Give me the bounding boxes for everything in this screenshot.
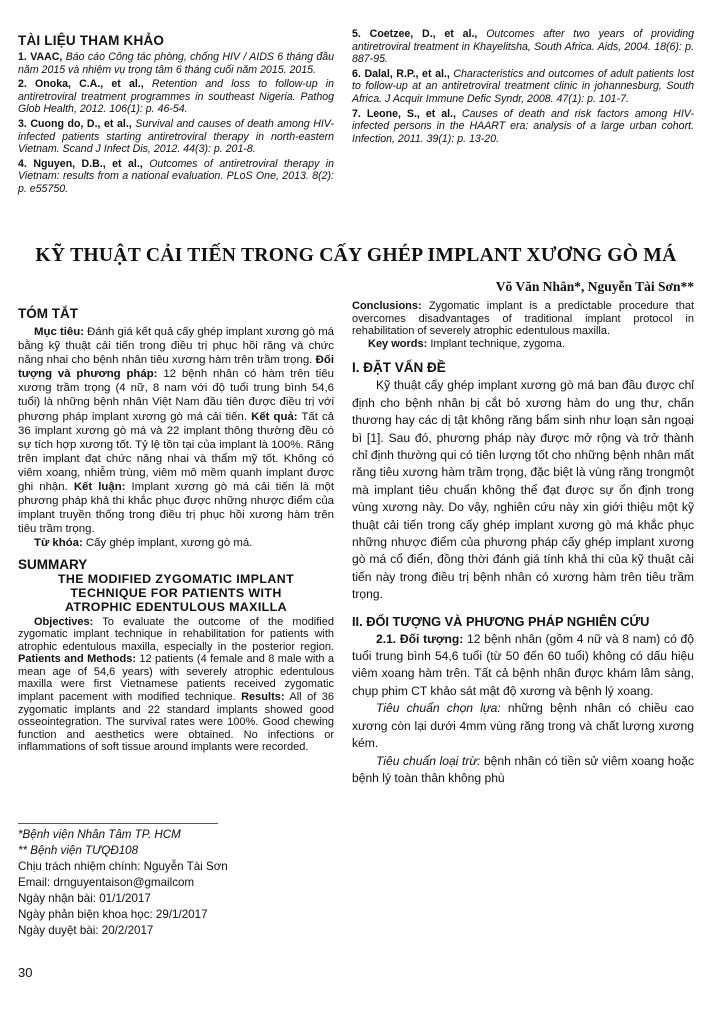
section-2-heading: II. ĐỐI TƯỢNG VÀ PHƯƠNG PHÁP NGHIÊN CỨU [352,613,650,629]
right-column [352,300,694,787]
reference-item: 1. VAAC, Báo cáo Công tác phòng, chống HIV / AIDS 6 tháng đầu năm 2015 và nhiệm vụ trọng tâm 6 tháng cuối năm 2015. 2015. [18,51,334,76]
reference-item: 7. Leone, S., et al., Causes of death and risk factors among HIV-infected persons in the HAART era: analysis of a large urban cohort. Infection, 2011. 39(1): p. 13-20. [352,107,694,145]
footnote-line: Email: drnguyentaison@gmailcom [18,876,195,889]
section-2-exclusion: Tiêu chuẩn loại trừ: bệnh nhân có tiền sử viêm xoang hoặc bệnh lý toàn thân không phù [352,753,694,785]
footnote-line: Chịu trách nhiệm chính: Nguyễn Tài Sơn [18,860,228,873]
reference-item: 2. Onoka, C.A., et al., Retention and loss to follow-up in antiretroviral treatment programmes in southeast Nigeria. Pathog Glob Health, 2012. 106(1): p. 46-54. [18,78,334,116]
footnote-line: Ngày phản biện khoa học: 29/1/2017 [18,908,208,921]
article-title: KỸ THUẬT CẢI TIẾN TRONG CẤY GHÉP IMPLANT XƯƠNG GÒ MÁ [35,245,677,266]
left-column [18,306,334,754]
references-heading: TÀI LIỆU THAM KHẢO [18,33,165,48]
reference-item: 3. Cuong do, D., et al., Survival and causes of death among HIV-infected patients starting antiretroviral therapy in north-eastern Vietnam. Scand J Infect Dis, 2012. 44(3): p. 201-8. [18,117,334,156]
abstract-body: Mục tiêu: Đánh giá kết quả cấy ghép implant xương gò má bằng kỹ thuật cải tiến trong điều trị phục hồi răng và chức năng nhai cho bệnh nhân tiêu xương hàm trên trầm trọng. Đối tượng và phương pháp: 12 bệnh nhân có hàm trên tiêu xương trầm trọng (4 nữ, 8 nam với độ tuổi trung bình 54,6 tuổi) là những bệnh nhân Việt Nam đầu tiên được điều trị với phương pháp implant xương gò má cải tiến. Kết quả: Tất cả 36 implant xương gò má và 22 implant thông thường đều có sự tích hợp xương tốt. Tỷ lệ tồn tại của implant là 100%. Răng trên implant đạt chức năng nhai và thẩm mỹ tốt. Không có viêm xoang, nhiễm trùng, viêm mô mềm quanh implant được ghi nhận. Kết luận: Implant xương gò má cải tiến là một phương pháp khả thi khắc phục được những nhược điểm của implant truyền thống trong điều trị phục hồi xương hàm trên tiêu trầm trọng. [18,326,335,536]
summary-heading: SUMMARY [18,556,88,572]
footnote-divider [18,823,218,824]
footnote-line: Ngày duyệt bài: 20/2/2017 [18,924,154,937]
footnote-affiliation: *Bệnh viện Nhân Tâm TP. HCM [18,828,181,841]
page-number: 30 [18,965,33,980]
abstract-keywords: Từ khóa: Cấy ghép implant, xương gò má. [34,537,253,550]
references-left [18,33,334,198]
summary-body: Objectives: To evaluate the outcome of the modified zygomatic implant technique in rehabilitation for patients with atrophic edentulous maxilla, especially in the posterior region. Patients and Methods: 12 patients (4 female and 8 male with a mean age of 54,6 years) with severely atrophic edentulous maxilla were first Vietnamese patients received zygomatic implant pacement with modified technique. Results: All of 36 zygomatic implants and 22 standard implants showed good osseointegration. The survival rates were 100%. Good chewing function and aesthetics were obtained. No infections or inflammations of soft tissue around implants were recorded. [18,615,334,754]
section-1-paragraph: Kỹ thuật cấy ghép implant xương gò má ban đầu được chỉ định cho bệnh nhân bị cắt bỏ xương hàm do ung thư, chấn thương hay các dị tật không răng bẩm sinh như loạn sản ngoại bì [1]. Sau đó, phương pháp này được mở rộng và trở thành chỉ định thường qui có tiên lượng tốt cho những bệnh nhân mất răng tiêu xương hàm trầm trọng, đặc biệt là vùng răng trongmột mà implant tiêu chuẩn không thể đạt được sự ổn định trong vùng xương này. Do vậy, nghiên cứu này xin giới thiệu một kỹ thuật cải tiến trong cấy ghép implant xương gò má khắc phục những nhược điểm của phương pháp cấy ghép implant xương gò má cổ điển, đồng thời đánh giá tính khả thi của kỹ thuật cải tiến này trong điều trị bệnh nhân có xương hàm trên tiêu trầm trọng. [352,378,694,602]
summary-title: THE MODIFIED ZYGOMATIC IMPLANT TECHNIQUE FOR PATIENTS WITH ATROPHIC EDENTULOUS MAXILLA [57,571,295,614]
reference-item: 6. Dalal, R.P., et al., Characteristics and outcomes of adult patients lost to follow-up at an antiretroviral treatment clinic in johannesburg, South Africa. J Acquir Immune Defic Syndr, 2008. 47(1): p. 101-7. [352,67,694,105]
section-2-subjects: 2.1. Đối tượng: 12 bệnh nhân (gồm 4 nữ và 8 nam) có độ tuổi trung bình 54,6 tuổi (từ 50 đến 60 tuổi) không có dấu hiệu viêm xoang hàm trên. Tất cả bệnh nhân được khám lâm sàng, chụp phim CT khảo sát mật độ xương và bệnh lý xoang. [352,631,694,698]
reference-item: 4. Nguyen, D.B., et al., Outcomes of antiretroviral therapy in Vietnam: results from a national evaluation. PLoS One, 2013. 8(2): p. e55750. [18,157,334,195]
summary-body-continued: Conclusions: Zygomatic implant is a predictable procedure that overcomes disadvantages of traditional implant protocol in rehabilitation of severely atrophic edentulous maxilla. [352,300,694,338]
footnote-line: Ngày nhận bài: 01/1/2017 [18,892,151,905]
footnote-affiliation: ** Bệnh viện TƯQĐ108 [18,844,139,857]
article-authors: Võ Văn Nhân*, Nguyễn Tài Sơn** [495,279,694,294]
reference-item: 5. Coetzee, D., et al., Outcomes after two years of providing antiretroviral treatment in Khayelitsha, South Africa. Aids, 2004. 18(6): p. 887-95. [352,28,694,66]
section-1-heading: I. ĐẶT VẤN ĐỀ [352,360,446,376]
section-2-inclusion: Tiêu chuẩn chọn lựa: những bệnh nhân có chiều cao xương còn lại dưới 4mm vùng răng trong và chất lượng xương kém. [352,701,694,751]
abstract-heading: TÓM TẮT [18,306,78,321]
summary-keywords: Key words: Implant technique, zygoma. [368,337,565,350]
references-right [352,28,694,147]
footnotes [18,827,334,939]
